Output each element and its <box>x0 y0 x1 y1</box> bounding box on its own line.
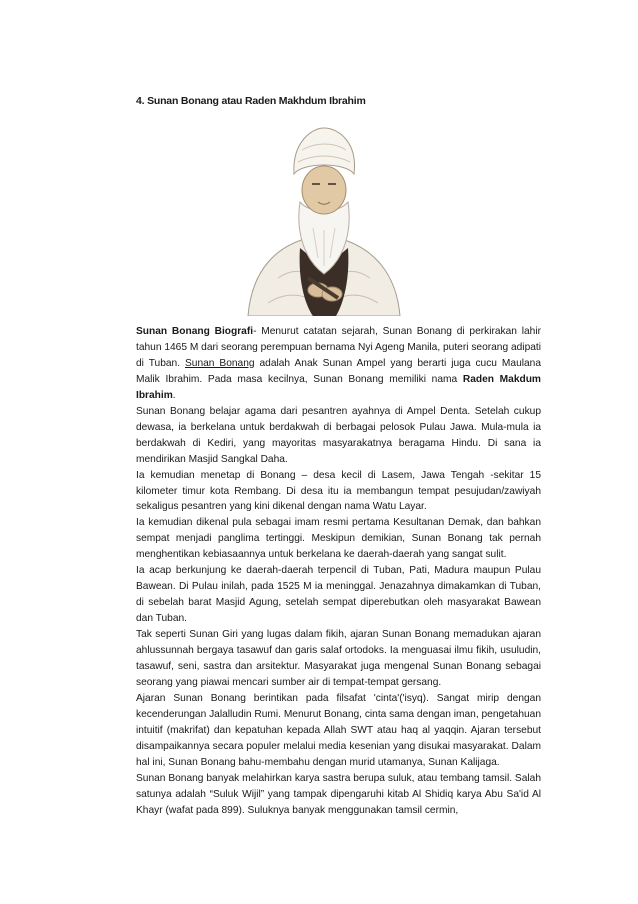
intro-text-1: - Menurut catatan sejarah, Sunan Bonang di perkirakan lahir tahun 1465 M dari seorang perempuan bernama Nyi Ageng Manila, puteri seorang adipati di Tuban. <box>136 326 541 369</box>
paragraph: Ia kemudian dikenal pula sebagai imam resmi pertama Kesultanan Demak, dan bahkan sempat menjadi panglima tertinggi. Meskipun demikian, Sunan Bonang tak pernah menghentikan kebiasaannya untuk berkelana ke daerah-daerah yang sangat sulit. <box>136 517 541 561</box>
paragraph: Ia acap berkunjung ke daerah-daerah terpencil di Tuban, Pati, Madura maupun Pulau Bawean. Di Pulau inilah, pada 1525 M ia meninggal. Jenazahnya dimakamkan di Tuban, di sebelah barat Masjid Agung, setelah sempat diperebutkan oleh masyarakat Bawean dan Tuban. <box>136 565 541 625</box>
paragraph: Sunan Bonang belajar agama dari pesantren ayahnya di Ampel Denta. Setelah cukup dewasa, ia berkelana untuk berdakwah di berbagai pelosok Pulau Jawa. Mula-mula ia berdakwah di Kediri, yang mayoritas masyarakatnya beragama Hindu. Di sana ia mendirikan Masjid Sangkal Daha. <box>136 405 541 465</box>
paragraph: Tak seperti Sunan Giri yang lugas dalam fikih, ajaran Sunan Bonang memadukan ajaran ahlussunnah bergaya tasawuf dan garis salaf ortodoks. Ia menguasai ilmu fikih, usuludin, tasawuf, seni, sastra dan arsitektur. Masyarakat juga mengenal Sunan Bonang sebagai seorang yang piawai mencari sumber air di tempat-tempat gersang. <box>136 629 541 688</box>
paragraph: Sunan Bonang banyak melahirkan karya sastra berupa suluk, atau tembang tamsil. Salah satunya adalah “Suluk Wijil” yang tampak dipengaruhi kitab Al Shidiq karya Abu Sa'id Al Khayr (wafat pada 899). Suluknya banyak menggunakan tamsil cermin, <box>136 772 541 816</box>
intro-text-3: . <box>172 389 176 401</box>
paragraph: Ajaran Sunan Bonang berintikan pada filsafat 'cinta'('isyq). Sangat mirip dengan kecenderungan Jalalludin Rumi. Menurut Bonang, cinta sama dengan iman, pengetahuan intuitif (makrifat) dan kepatuhan kepada Allah SWT atau haq al yaqqin. Ajaran tersebut disampaikannya secara populer melalui media kesenian yang disukai masyarakat. Dalam hal ini, Sunan Bonang bahu-membahu dengan murid utamanya, Sunan Kalijaga. <box>136 692 541 768</box>
lead-term: Sunan Bonang Biografi <box>136 326 254 337</box>
portrait-illustration <box>238 118 408 316</box>
intro-text-2: adalah Anak Sunan Ampel yang berarti juga cucu Maulana Malik Ibrahim. Pada masa kecilnya, Sunan Bonang memiliki nama <box>136 357 541 385</box>
paragraph: Ia kemudian menetap di Bonang – desa kecil di Lasem, Jawa Tengah -sekitar 15 kilometer timur kota Rembang. Di desa itu ia membangun tempat pesujudan/zawiyah sekaligus pesantren yang kini dikenal dengan nama Watu Layar. <box>136 469 541 513</box>
section-heading: 4. Sunan Bonang atau Raden Makhdum Ibrahim <box>136 95 366 107</box>
sunan-bonang-link[interactable]: Sunan Bonang <box>185 357 255 369</box>
raden-name: Raden Makdum Ibrahim <box>136 373 541 401</box>
biography-text <box>136 324 541 819</box>
paragraph-intro <box>136 324 541 404</box>
